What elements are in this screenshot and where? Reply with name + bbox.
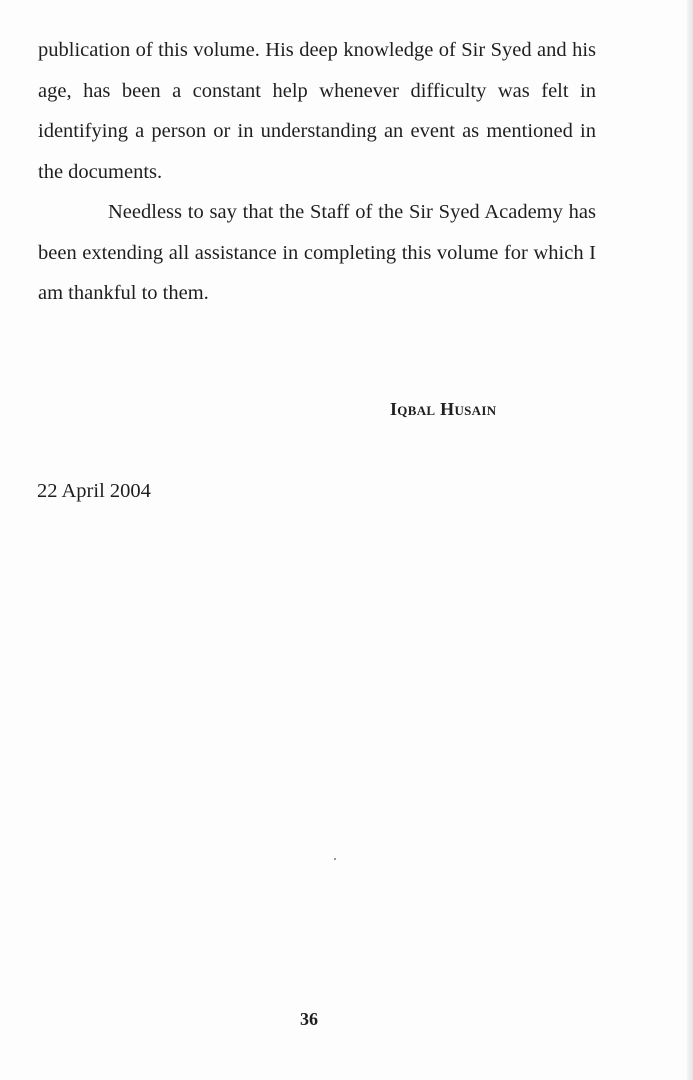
scan-speck: [334, 858, 336, 860]
page-number: 36: [300, 1009, 318, 1029]
paragraph-continued: publication of this volume. His deep knowledge of Sir Syed and his age, has been a constant help whenever difficulty was felt in identifying a person or in understanding an event as mentioned in the documents.: [38, 39, 596, 183]
body-text: [38, 30, 596, 314]
paragraph-acknowledgement: Needless to say that the Staff of the Sir Syed Academy has been extending all assistance in completing this volume for which I am thankful to them.: [38, 201, 596, 304]
date-line: 22 April 2004: [37, 480, 151, 502]
scan-edge-shadow: [687, 0, 693, 1080]
author-signature: Iqbal Husain: [390, 399, 497, 419]
